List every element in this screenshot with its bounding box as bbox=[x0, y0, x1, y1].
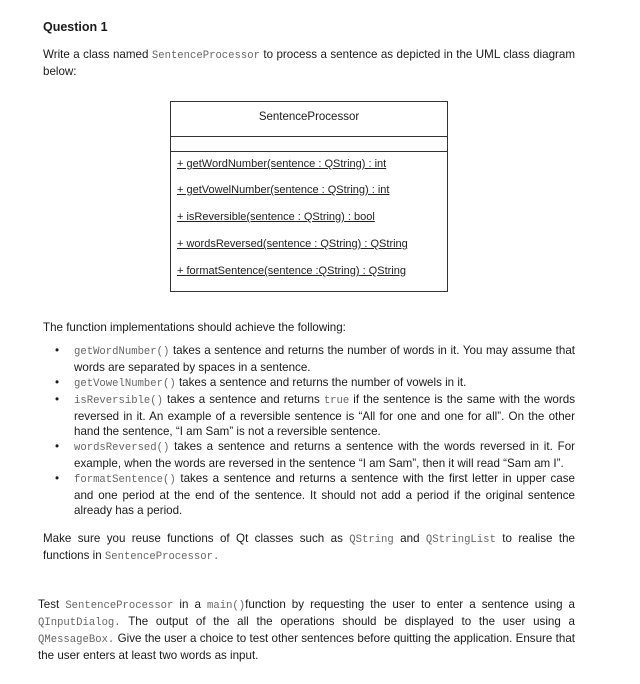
test-text: The output of the all the operations should be displayed to the user using a bbox=[120, 615, 575, 628]
function-description: takes a sentence and returns the number of words in it. You may assume that words are separated by spaces in a sentence. bbox=[74, 344, 575, 374]
bullet-icon: • bbox=[55, 376, 60, 389]
function-code: getWordNumber() bbox=[74, 346, 170, 358]
test-paragraph bbox=[38, 597, 575, 663]
test-text: Give the user a choice to test other sentences before quitting the application. Ensure that the user enters at least two words as input. bbox=[38, 632, 575, 662]
bullet-icon: • bbox=[55, 472, 60, 485]
function-code: wordsReversed() bbox=[74, 442, 170, 454]
bullet-icon: • bbox=[55, 344, 60, 357]
uml-method: + formatSentence(sentence :QString) : QString bbox=[177, 265, 406, 277]
inline-code: SentenceProcessor. bbox=[104, 551, 220, 563]
intro-text-end: to process a sentence as depicted in the UML class diagram below: bbox=[43, 48, 575, 78]
reuse-text: Make sure you reuse functions of Qt classes such as bbox=[43, 532, 350, 545]
uml-class-name: SentenceProcessor bbox=[171, 102, 447, 137]
uml-class-diagram bbox=[170, 101, 448, 292]
function-description-cont: if the sentence is the same with the words reversed in it. An example of a reversible sentence is “All for one and one for all”. On the other hand the sentence, “I am Sam” is not a reversible sentence. bbox=[74, 393, 575, 438]
bullet-icon: • bbox=[55, 440, 60, 453]
function-description: takes a sentence and returns bbox=[163, 393, 324, 406]
uml-method: + getVowelNumber(sentence : QString) : int bbox=[177, 184, 390, 196]
list-item bbox=[55, 343, 575, 375]
intro-paragraph bbox=[43, 47, 575, 79]
reuse-text: and bbox=[393, 532, 426, 545]
list-item bbox=[55, 375, 575, 392]
inline-code: QString bbox=[349, 534, 394, 546]
question-heading: Question 1 bbox=[43, 20, 108, 34]
inline-code: QStringList bbox=[425, 534, 496, 546]
inline-code: SentenceProcessor bbox=[65, 600, 174, 612]
function-code: getVowelNumber() bbox=[74, 378, 176, 390]
list-item bbox=[55, 392, 575, 439]
uml-method: + isReversible(sentence : QString) : bool bbox=[177, 211, 375, 223]
reuse-paragraph bbox=[43, 531, 575, 565]
uml-method: + wordsReversed(sentence : QString) : QString bbox=[177, 238, 408, 250]
function-description: takes a sentence and returns a sentence with the first letter in upper case and one period at the end of the sentence. It should not add a period if the original sentence already has a period. bbox=[74, 472, 575, 517]
inline-code: QMessageBox. bbox=[38, 634, 115, 646]
list-item bbox=[55, 439, 575, 471]
list-item bbox=[55, 471, 575, 518]
inline-code: QInputDialog. bbox=[38, 617, 121, 629]
inline-code: true bbox=[323, 395, 350, 407]
intro-text: Write a class named bbox=[43, 48, 152, 61]
reuse-text: to realise the functions in bbox=[43, 532, 575, 562]
inline-code: main() bbox=[207, 600, 246, 612]
intro-class-code: SentenceProcessor bbox=[151, 50, 260, 62]
bullet-icon: • bbox=[55, 393, 60, 406]
functions-intro: The function implementations should achieve the following: bbox=[43, 321, 346, 334]
function-description: takes a sentence and returns a sentence with the words reversed in it. For example, when the words are reversed in the sentence “I am Sam”, then it will read “Sam am I”. bbox=[74, 440, 575, 470]
function-code: formatSentence() bbox=[74, 474, 176, 486]
test-text: in a bbox=[173, 598, 207, 611]
function-list bbox=[55, 343, 575, 518]
test-text: Test bbox=[38, 598, 66, 611]
test-text: function by requesting the user to enter a sentence using a bbox=[245, 598, 576, 611]
uml-method: + getWordNumber(sentence : QString) : int bbox=[177, 158, 387, 170]
function-code: isReversible() bbox=[74, 395, 164, 407]
function-description: takes a sentence and returns the number of vowels in it. bbox=[175, 376, 467, 389]
uml-attributes-compartment bbox=[171, 137, 447, 152]
